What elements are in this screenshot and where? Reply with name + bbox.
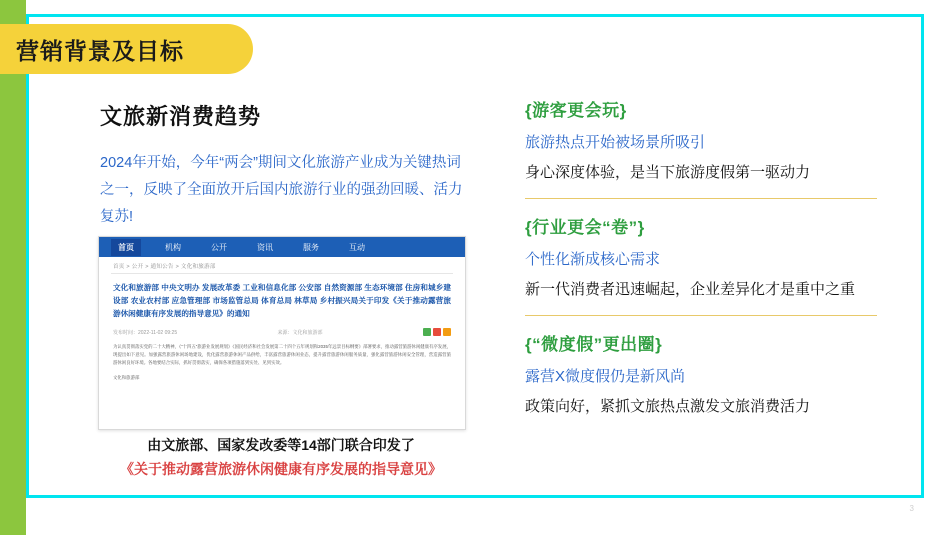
insight-line2-3: 政策向好，紧抓文旅热点激发文旅消费活力 <box>525 398 811 415</box>
left-column <box>53 78 473 488</box>
screenshot-article-title: 文化和旅游部 中央文明办 发展改革委 工业和信息化部 公安部 自然资源部 生态环境部 住房和城乡建设部 农业农村部 应急管理部 市场监管总局 体育总局 林草局 乡村振兴局关于印发《关于推动露营旅游休闲健康有序发展的指导意见》的通知 <box>113 283 451 318</box>
screenshot-meta-source: 来源：文化和旅游部 <box>277 329 323 336</box>
caption-line-2: 《关于推动露营旅游休闲健康有序发展的指导意见》 <box>120 461 442 477</box>
insight-line1-1: 旅游热点开始被场景所吸引 <box>525 134 706 151</box>
screenshot-nav-org: 机构 <box>165 242 181 252</box>
insight-title-1: {游客更会玩} <box>525 101 627 120</box>
insight-divider-1 <box>525 198 877 199</box>
insight-title-2: {行业更会“卷”} <box>525 218 645 237</box>
screenshot-meta-date: 发布时间：2022-11-02 09:25 <box>113 329 178 336</box>
screenshot-navbar <box>99 237 465 257</box>
screenshot-nav-public: 公开 <box>211 242 227 252</box>
insight-line2-2: 新一代消费者迅速崛起，企业差异化才是重中之重 <box>525 281 856 298</box>
page-number: 3 <box>909 504 914 513</box>
screenshot-nav-interact: 互动 <box>349 242 365 252</box>
wechat-share-icon <box>423 328 431 336</box>
screenshot-signature: 文化和旅游部 <box>113 375 140 380</box>
slide-content <box>53 78 899 488</box>
section-paragraph: 2024年开始，今年“两会”期间文化旅游产业成为关键热词之一，反映了全面放开后国内旅游行业的强劲回暖、活力复苏! <box>100 155 463 225</box>
screenshot-nav-service: 服务 <box>303 242 319 252</box>
right-column <box>525 96 899 432</box>
section-heading: 文旅新消费趋势 <box>100 104 262 129</box>
left-green-band <box>0 0 26 535</box>
print-icon <box>443 328 451 336</box>
screenshot-article-body: 为认真贯彻落实党的二十大精神，《“十四五”旅游业发展规划》《国民经济和社会发展第二十四个五年规划和2035年远景目标纲要》部署要求，推动露营旅游休闲健康有序发展，现提出如下意见。加强露营旅游休闲场地建设，优化露营旅游休闲产品供给，丰富露营旅游休闲业态，提升露营旅游休闲服务质量，强化露营旅游休闲安全管理，营造露营旅游休闲良好环境。各地要结合实际，抓好贯彻落实，确保各项措施落到实处、见到实效。 <box>113 344 451 365</box>
insight-line1-3: 露营X微度假仍是新风尚 <box>525 368 686 385</box>
caption-line-1: 由文旅部、国家发改委等14部门联合印发了 <box>147 437 415 453</box>
insight-line2-1: 身心深度体验，是当下旅游度假第一驱动力 <box>525 164 811 181</box>
website-screenshot <box>98 236 466 430</box>
slide-title-pill <box>0 24 253 74</box>
screenshot-breadcrumb: 首页 > 公开 > 通知公告 > 文化和旅游部 <box>113 264 216 270</box>
screenshot-meta <box>113 328 451 336</box>
weibo-share-icon <box>433 328 441 336</box>
page-title: 营销背景及目标 <box>16 37 184 64</box>
insight-line1-2: 个性化渐成核心需求 <box>525 251 661 268</box>
screenshot-share-icons <box>423 328 451 336</box>
insight-divider-2 <box>525 315 877 316</box>
insight-block-1 <box>525 96 899 182</box>
screenshot-nav-home: 首页 <box>111 239 141 256</box>
insight-block-2 <box>525 213 899 299</box>
insight-title-3: {“微度假”更出圈} <box>525 335 663 354</box>
insight-block-3 <box>525 330 899 416</box>
screenshot-nav-news: 资讯 <box>257 242 273 252</box>
screenshot-divider <box>111 273 453 274</box>
